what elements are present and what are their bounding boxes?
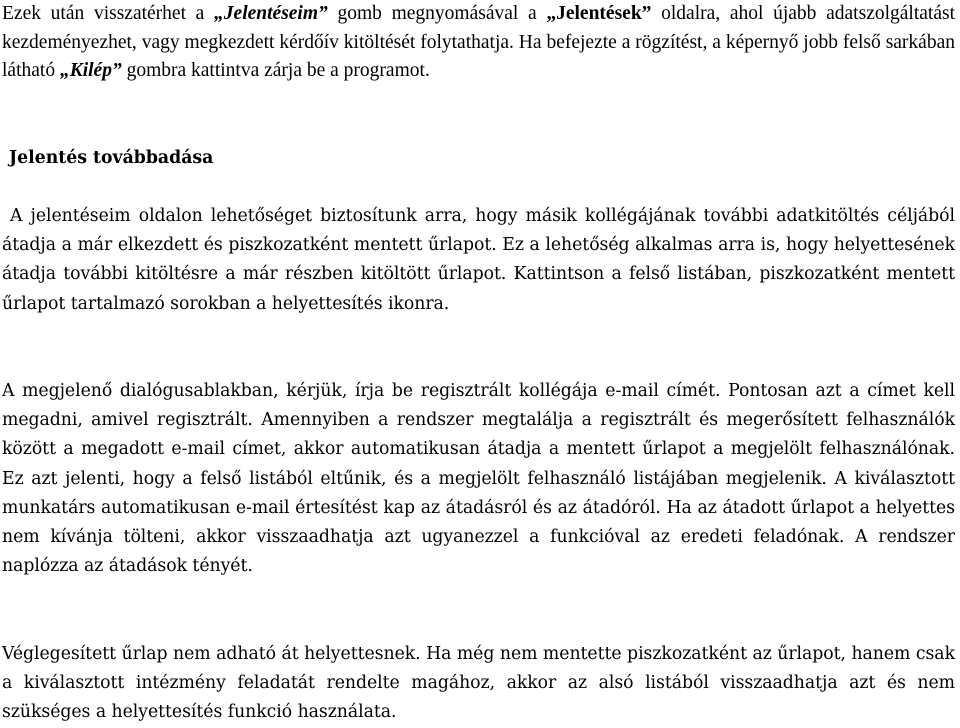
finalized-paragraph: Véglegesített űrlap nem adható át helyettesnek. Ha még nem mentette piszkozatként az űrlapot, hanem csak a kiválasztott intézmény feladatát rendelte magához, akkor az alsó listából visszaadhatja azt és nem szükséges a helyettesítés funkció használata. [2, 644, 955, 723]
jelentesek-page-reference: „Jelentések” [546, 3, 652, 24]
forwarding-text: A jelentéseim oldalon lehetőséget biztosítunk arra, hogy másik kollégájának további adatkitöltés céljából átadja a már elkezdett és piszkozatként mentett űrlapot. Ez a lehetőség alkalmas arra is, hogy helyettesének átadja további kitöltésre a már részben kitöltött űrlapot. Kattintson a felső listában, piszkozatként mentett űrlapot tartalmazó sorokban a helyettesítés ikonra. [2, 206, 955, 314]
dialog-paragraph: A megjelenő dialógusablakban, kérjük, írja be regisztrált kollégája e-mail címét. Pontosan azt a címet kell megadni, amivel regisztrált. Amennyiben a rendszer megtalálja a regisztrált és megerősített felhasználók között a megadott e-mail címet, akkor automatikusan átadja a mentett űrlapot a megjelölt felhasználónak. Ez azt jelenti, hogy a felső listából eltűnik, és a megjelölt felhasználó listájában megjelenik. A kiválasztott munkatárs automatikusan e-mail értesítést kap az átadásról és az átadóról. Ha az átadott űrlapot a helyettes nem kívánja tölteni, akkor visszaadhatja azt ugyanezzel a funkcióval az eredeti feladónak. A rendszer naplózza az átadások tényét. [2, 381, 955, 577]
intro-text-4: gombra kattintva zárja be a programot. [121, 60, 430, 81]
jelenteseim-button-reference: „Jelentéseim” [214, 3, 328, 24]
intro-paragraph [2, 0, 955, 86]
intro-text-2: gomb megnyomásával a [327, 3, 547, 24]
forwarding-paragraph [2, 202, 955, 319]
kilep-button-reference: „Kilép” [59, 60, 122, 81]
intro-text-3: oldalra, ahol újabb adatszolgáltatást kezdeményezhet, vagy megkezdett kérdőív kitöltését folytathatja. Ha befejezte a rögzítést, a képernyő jobb felső sarkában látható [2, 3, 955, 81]
intro-text-1: Ezek után visszatérhet a [2, 3, 215, 24]
section-heading: Jelentés továbbadása [9, 148, 214, 168]
